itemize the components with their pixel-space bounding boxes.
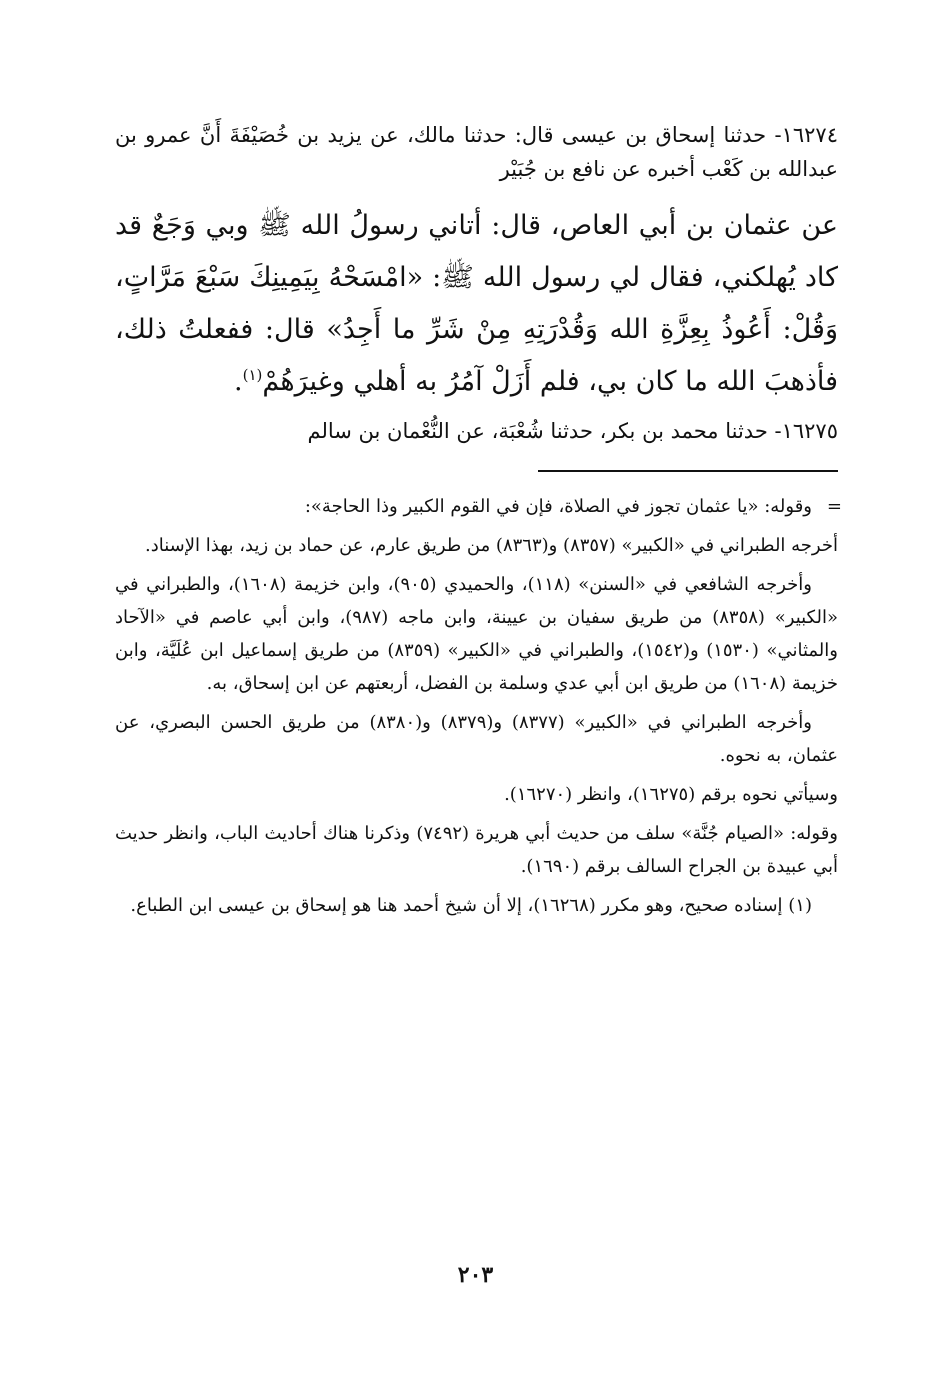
footnote-paragraph: أخرجه الطبراني في «الكبير» (٨٣٥٧) و(٨٣٦٣) من طريق عارم، عن حماد بن زيد، بهذا الإسناد.: [145, 535, 838, 556]
footnotes-section: [115, 490, 842, 922]
matn-end-punctuation: .: [234, 366, 243, 397]
footnote-reference[interactable]: (١): [242, 366, 263, 384]
footnote-paragraph: وأخرجه الشافعي في «السنن» (١١٨)، والحميدي (٩٠٥)، وابن خزيمة (١٦٠٨)، والطبراني في «الكبير» (٨٣٥٨) من طريق سفيان بن عيينة، وابن ماجه (٩٨٧)، وابن أبي عاصم في «الآحاد والمثاني» (١٥٣٠) و(١٥٤٢)، والطبراني في «الكبير» (٨٣٥٩) من طريق إسماعيل ابن عُلَيَّة، وابن خزيمة (١٦٠٨) من طريق ابن أبي عدي وسلمة بن الفضل، أربعتهم عن ابن إسحاق، به.: [115, 574, 838, 694]
hadith-16275-isnad: ١٦٢٧٥- حدثنا محمد بن بكر، حدثنا شُعْبَة، عن النُّعْمان بن سالم: [307, 419, 838, 443]
page-body: [115, 118, 842, 928]
hadith-16274-matn: [115, 200, 838, 408]
footnote-paragraph: وأخرجه الطبراني في «الكبير» (٨٣٧٧) و(٨٣٧٩) و(٨٣٨٠) من طريق الحسن البصري، عن عثمان، به نحوه.: [115, 712, 838, 766]
footnote-paragraph: وسيأتي نحوه برقم (١٦٢٧٥)، وانظر (١٦٢٧٠).: [504, 784, 838, 805]
page-number: ٢٠٣: [457, 1262, 494, 1288]
footnote-paragraph: وقوله: «الصيام جُنَّة» سلف من حديث أبي هريرة (٧٤٩٢) وذكرنا هناك أحاديث الباب، وانظر حديث أبي عبيدة بن الجراح السالف برقم (١٦٩٠).: [115, 823, 838, 877]
continuation-mark: =: [826, 496, 842, 517]
hadith-16274-matn-text: عن عثمان بن أبي العاص، قال: أتاني رسولُ الله ﷺ وبي وَجَعٌ قد كاد يُهلكني، فقال لي رسول الله ﷺ: «امْسَحْهُ بِيَمِينِكَ سَبْعَ مَرَّاتٍ، وَقُلْ: أَعُوذُ بِعِزَّةِ الله وَقُدْرَتِهِ مِنْ شَرِّ ما أَجِدُ» قال: ففعلتُ ذلك، فأذهبَ الله ما كان بي، فلم أَزَلْ آمُرُ به أهلي وغيرَهُمْ: [115, 210, 838, 397]
footnote-paragraph-text: وقوله: «يا عثمان تجوز في الصلاة، فإن في القوم الكبير وذا الحاجة»:: [304, 496, 812, 517]
hadith-16274-isnad: ١٦٢٧٤- حدثنا إسحاق بن عيسى قال: حدثنا مالك، عن يزيد بن خُصَيْفَةَ أَنَّ عمرو بن عبدالله بن كَعْب أخبره عن نافع بن جُبَيْر: [115, 123, 838, 181]
footnote-paragraph: [115, 490, 842, 523]
footnote-divider: [538, 470, 838, 472]
footnote-1: (١) إسناده صحيح، وهو مكرر (١٦٢٦٨)، إلا أن شيخ أحمد هنا هو إسحاق بن عيسى ابن الطباع.: [130, 895, 812, 916]
